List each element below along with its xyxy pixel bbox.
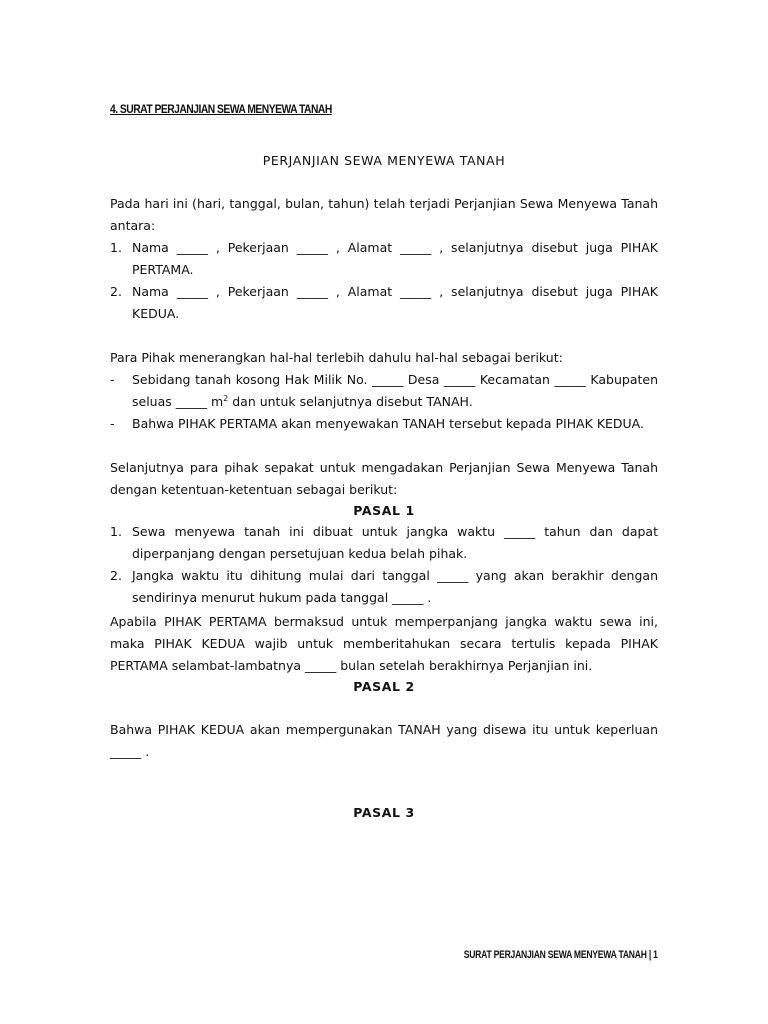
preamble-intro: Para Pihak menerangkan hal-hal terlebih dahulu hal-hal sebagai berikut:	[110, 350, 563, 365]
document-body	[110, 101, 658, 823]
pasal-1-item-text: Jangka waktu itu dihitung mulai dari tanggal _____ yang akan berakhir dengan sendirinya menurut hukum pada tanggal _____ .	[132, 568, 658, 605]
list-item	[110, 237, 658, 281]
superscript-two: 2	[223, 393, 229, 403]
dash-marker: -	[110, 416, 115, 431]
list-item	[110, 413, 658, 435]
section-heading: 4. SURAT PERJANJIAN SEWA MENYEWA TANAH	[110, 102, 332, 116]
agreement-intro: Selanjutnya para pihak sepakat untuk mengadakan Perjanjian Sewa Menyewa Tanah dengan ketentuan-ketentuan sebagai berikut:	[110, 460, 658, 497]
list-marker: 1.	[110, 240, 122, 255]
document-title: PERJANJIAN SEWA MENYEWA TANAH	[262, 153, 506, 168]
list-item	[110, 369, 658, 413]
party-second-text: Nama _____ , Pekerjaan _____ , Alamat _____ , selanjutnya disebut juga PIHAK KEDUA.	[132, 284, 658, 321]
list-item	[110, 521, 658, 565]
recitals-list	[110, 369, 658, 435]
parties-list	[110, 237, 658, 325]
recital-land-text: Sebidang tanah kosong Hak Milik No. _____ Desa _____ Kecamatan _____ Kabupaten seluas _____ m	[132, 372, 658, 409]
list-marker: 2.	[110, 568, 122, 583]
recital-lease-text: Bahwa PIHAK PERTAMA akan menyewakan TANAH tersebut kepada PIHAK KEDUA.	[132, 416, 644, 431]
pasal-2-heading: PASAL 2	[353, 679, 415, 694]
party-first-text: Nama _____ , Pekerjaan _____ , Alamat _____ , selanjutnya disebut juga PIHAK PERTAMA.	[132, 240, 658, 277]
pasal-1-list	[110, 521, 658, 609]
list-marker: 1.	[110, 524, 122, 539]
intro-paragraph: Pada hari ini (hari, tanggal, bulan, tahun) telah terjadi Perjanjian Sewa Menyewa Tanah antara:	[110, 196, 658, 233]
pasal-1-item-text: Sewa menyewa tanah ini dibuat untuk jangka waktu _____ tahun dan dapat diperpanjang dengan persetujuan kedua belah pihak.	[132, 524, 658, 561]
list-item	[110, 281, 658, 325]
pasal-3-heading: PASAL 3	[353, 805, 415, 820]
recital-land-text-end: dan untuk selanjutnya disebut TANAH.	[228, 394, 473, 409]
pasal-1-paragraph: Apabila PIHAK PERTAMA bermaksud untuk memperpanjang jangka waktu sewa ini, maka PIHAK KEDUA wajib untuk memberitahukan secara tertulis kepada PIHAK PERTAMA selambat-lambatnya _____ bulan setelah berakhirnya Perjanjian ini.	[110, 614, 658, 673]
page-footer: SURAT PERJANJIAN SEWA MENYEWA TANAH | 1	[464, 949, 658, 961]
pasal-2-paragraph: Bahwa PIHAK KEDUA akan mempergunakan TANAH yang disewa itu untuk keperluan _____ .	[110, 722, 658, 759]
list-item	[110, 565, 658, 609]
dash-marker: -	[110, 372, 115, 387]
list-marker: 2.	[110, 284, 122, 299]
pasal-1-heading: PASAL 1	[353, 503, 415, 518]
